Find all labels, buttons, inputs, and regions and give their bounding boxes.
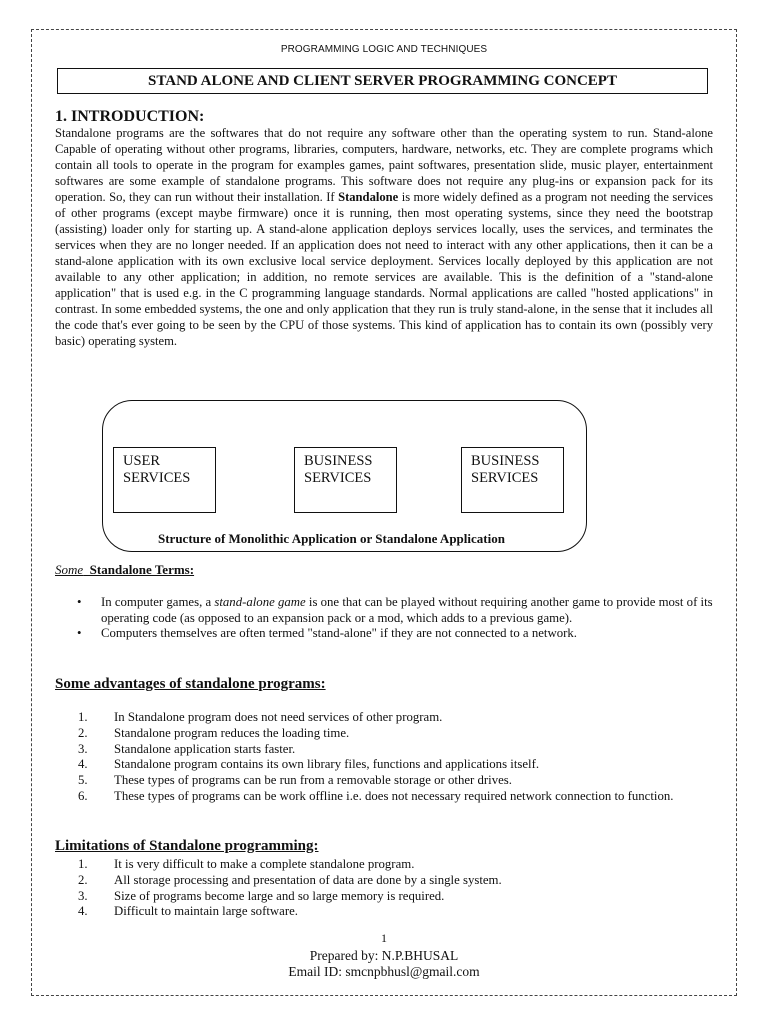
advantages-list xyxy=(55,710,715,805)
item-text: Standalone application starts faster. xyxy=(114,741,296,756)
business-services-box-2 xyxy=(461,447,564,513)
item-text-italic: stand-alone game xyxy=(214,595,306,609)
item-number: 4. xyxy=(78,904,88,919)
list-item xyxy=(55,889,715,905)
diagram-caption: Structure of Monolithic Application or Standalone Application xyxy=(158,531,505,546)
author-email: Email ID: smcnpbhusl@gmail.com xyxy=(288,964,480,979)
box-label-line2: SERVICES xyxy=(304,469,372,486)
intro-text-bold: Standalone xyxy=(338,190,399,204)
list-item xyxy=(55,710,715,726)
intro-text-part1: Standalone programs are the softwares that do not require any software other than the operating system to run. Stand-alone Capable of operating without other programs, libraries, computers, hardware, networks, etc. They are complete programs which contain all tools to operate in the program for examples games, paint softwares, presentation slide, music player, entertainment softwares are some example of standalone programs. This software does not require any plug-ins or expansion pack for its operation. So, they can run without their installation. If xyxy=(55,126,713,204)
business-services-box-1 xyxy=(294,447,397,513)
limitations-list xyxy=(55,857,715,920)
list-item xyxy=(55,626,715,642)
item-number: 1. xyxy=(78,710,88,724)
list-item xyxy=(55,742,715,758)
box-label-line2: SERVICES xyxy=(471,469,539,486)
bullet-icon: • xyxy=(77,595,82,609)
item-text: In computer games, a xyxy=(101,595,215,609)
prepared-by: Prepared by: N.P.BHUSAL xyxy=(309,948,459,963)
item-text: Computers themselves are often termed "stand-alone" if they are not connected to a network. xyxy=(101,626,577,640)
box-label-line1: USER xyxy=(123,453,161,469)
intro-text-part2: is more widely defined as a program not needing the services of other programs (except maybe firmware) once it is running, then most operating systems, since they need the bootstrap (assisting) loader only for starting up. A stand-alone application deploys services locally, uses the services, and terminates the services when they are no longer needed. If an application does not need to interact with any other applications, then it can be a stand-alone application with its own exclusive local service deployment. Services locally deployed by this application are not available to any other application; in addition, no remote services are available. This is the definition of a "stand-alone application" that is used e.g. in the C programming language standards. Normal applications are called "hosted applications" in contrast. In some embedded systems, the one and only application that they run is truly stand-alone, in the sense that it includes all the code that's ever going to be seen by the CPU of those systems. This kind of application has to contain its own (possibly very basic) operating system. xyxy=(55,190,713,348)
item-text: Difficult to maintain large software. xyxy=(114,904,298,919)
limitations-heading: Limitations of Standalone programming: xyxy=(55,838,319,854)
terms-list xyxy=(55,595,715,642)
list-item xyxy=(55,595,715,626)
item-number: 2. xyxy=(78,872,88,887)
box-label-line1: BUSINESS xyxy=(471,453,540,469)
item-text: These types of programs can be run from a removable storage or other drives. xyxy=(114,773,512,788)
box-label-line1: BUSINESS xyxy=(304,453,373,469)
item-text: Standalone program reduces the loading time. xyxy=(114,725,350,740)
item-number: 6. xyxy=(78,788,88,803)
list-item xyxy=(55,773,715,789)
page-number: 1 xyxy=(381,931,387,945)
list-item xyxy=(55,904,715,920)
item-text: Standalone program contains its own library files, functions and applications itself. xyxy=(114,757,540,772)
item-number: 3. xyxy=(78,741,88,756)
list-item xyxy=(55,789,715,805)
item-number: 1. xyxy=(78,857,88,871)
list-item xyxy=(55,857,715,873)
terms-heading-italic: Some xyxy=(55,562,84,577)
bullet-icon: • xyxy=(77,626,82,640)
item-text: It is very difficult to make a complete standalone program. xyxy=(114,857,415,871)
terms-heading-rest: Standalone Terms: xyxy=(83,562,195,577)
item-number: 3. xyxy=(78,888,88,903)
advantages-heading: Some advantages of standalone programs: xyxy=(55,676,326,692)
item-text: Size of programs become large and so large memory is required. xyxy=(114,888,445,903)
terms-heading xyxy=(55,562,194,578)
list-item xyxy=(55,873,715,889)
section-heading-introduction: 1. INTRODUCTION: xyxy=(55,108,205,125)
item-number: 5. xyxy=(78,773,88,788)
list-item xyxy=(55,726,715,742)
item-number: 2. xyxy=(78,725,88,740)
item-number: 4. xyxy=(78,757,88,772)
item-text: These types of programs can be work offline i.e. does not necessary required network connection to function. xyxy=(114,788,674,803)
box-label-line2: SERVICES xyxy=(123,469,191,486)
user-services-box xyxy=(113,447,216,513)
document-title: STAND ALONE AND CLIENT SERVER PROGRAMMING CONCEPT xyxy=(57,68,708,94)
running-header: PROGRAMMING LOGIC AND TECHNIQUES xyxy=(280,44,488,55)
item-text: In Standalone program does not need services of other program. xyxy=(114,710,443,724)
item-text: is one that can be played without requiring another game to provide most of its operating code (as opposed to an expansion pack or a mod, which adds to a previous game). xyxy=(101,595,713,625)
introduction-paragraph xyxy=(55,125,713,349)
list-item xyxy=(55,757,715,773)
item-text: All storage processing and presentation of data are done by a single system. xyxy=(114,872,502,887)
